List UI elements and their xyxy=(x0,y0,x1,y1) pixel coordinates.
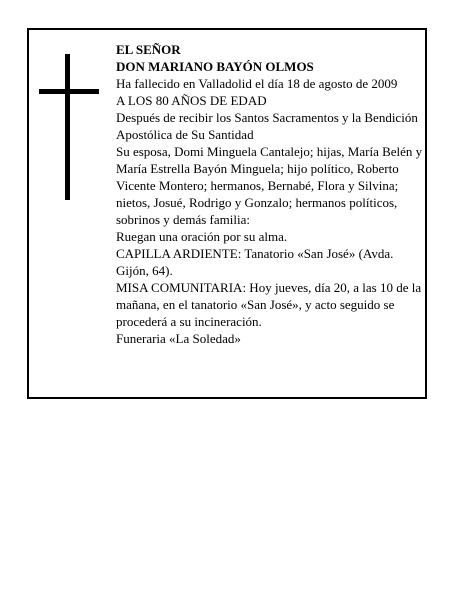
age-line: A LOS 80 AÑOS DE EDAD xyxy=(116,93,267,108)
obituary-notice xyxy=(27,28,427,399)
cross-icon xyxy=(39,54,99,200)
death-announcement: Ha fallecido en Valladolid el día 18 de agosto de 2009 xyxy=(116,76,398,91)
title-line-1: EL SEÑOR xyxy=(116,42,181,57)
mass-info: MISA COMUNITARIA: Hoy jueves, día 20, a las 10 de la mañana, en el tanatorio «San José», y acto seguido se procederá a su incineración. xyxy=(116,280,422,329)
deceased-name: DON MARIANO BAYÓN OLMOS xyxy=(116,59,314,74)
chapel-info: CAPILLA ARDIENTE: Tanatorio «San José» (Avda. Gijón, 64). xyxy=(116,246,394,278)
obituary-text xyxy=(116,41,423,347)
prayer-request: Ruegan una oración por su alma. xyxy=(116,229,288,244)
sacraments-line: Después de recibir los Santos Sacramentos y la Bendición Apostólica de Su Santidad xyxy=(116,110,418,142)
funeral-home: Funeraria «La Soledad» xyxy=(116,331,241,346)
cross-vertical-bar xyxy=(65,54,70,200)
cross-horizontal-bar xyxy=(39,89,99,94)
family-list: Su esposa, Domi Minguela Cantalejo; hijas, María Belén y María Estrella Bayón Minguela; hijo político, Roberto Vicente Montero; hermanos, Bernabé, Flora y Silvina; nietos, Josué, Rodrigo y Gonzalo; hermanos políticos, sobrinos y demás familia: xyxy=(116,144,423,227)
